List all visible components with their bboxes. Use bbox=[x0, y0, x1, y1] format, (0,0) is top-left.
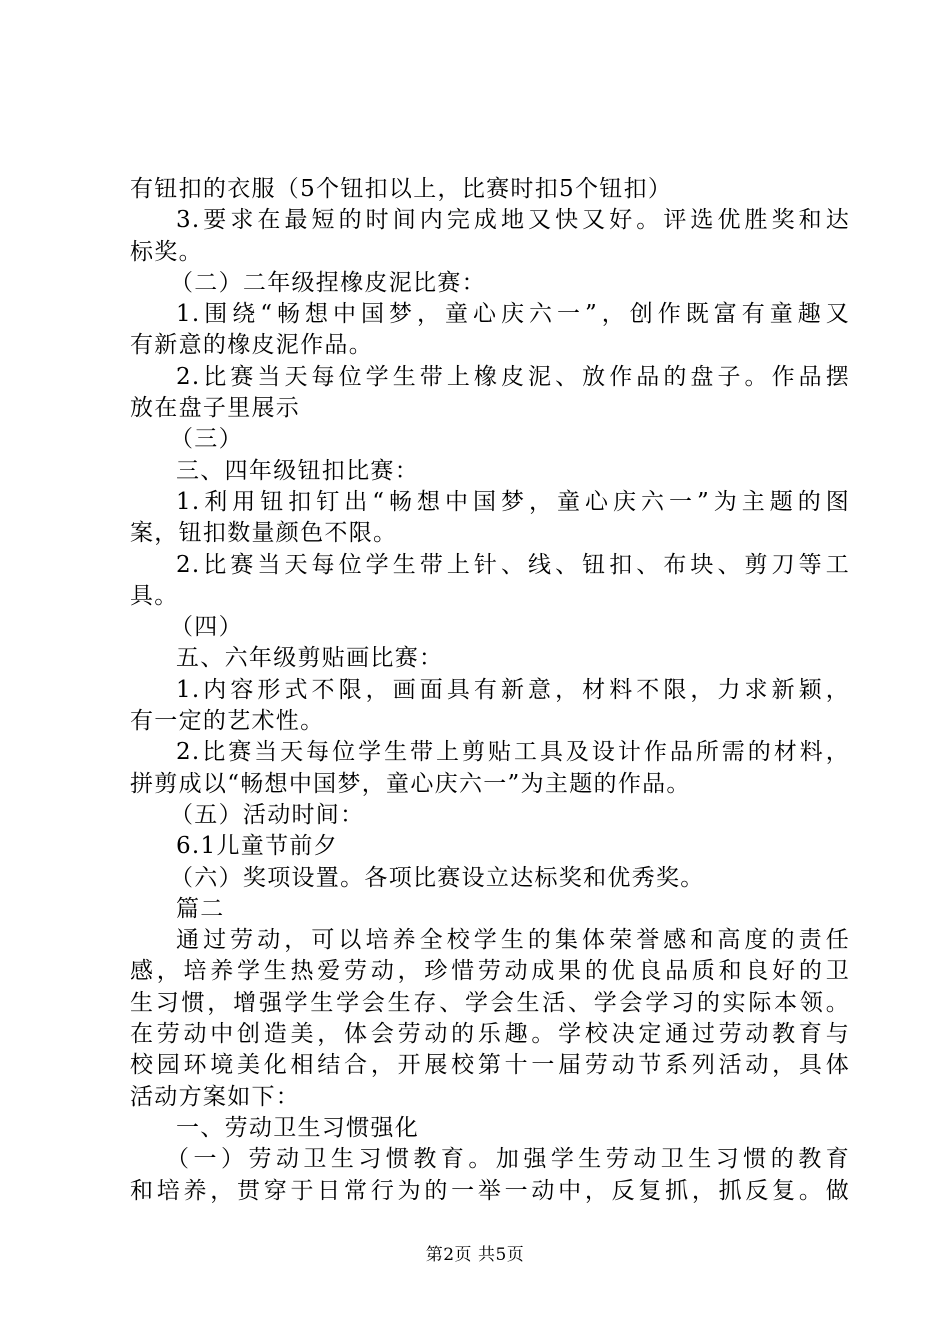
text-line: （一）劳动卫生习惯教育。加强学生劳动卫生习惯的教育 bbox=[166, 1146, 850, 1173]
text-line: 标奖。 bbox=[130, 238, 203, 265]
text-line: 有钮扣的衣服（5个钮扣以上，比赛时扣5个钮扣） bbox=[130, 176, 673, 202]
text-line: 感，培养学生热爱劳动，珍惜劳动成果的优良品质和良好的卫 bbox=[130, 958, 850, 985]
document-body bbox=[130, 174, 850, 1207]
text-line: 2.比赛当天每位学生带上剪贴工具及设计作品所需的材料， bbox=[176, 739, 850, 766]
text-line: 1.围绕“畅想中国梦，童心庆六一”，创作既富有童趣又 bbox=[176, 301, 850, 328]
text-line: 6.1儿童节前夕 bbox=[176, 833, 338, 860]
section-heading: 一、劳动卫生习惯强化 bbox=[176, 1114, 419, 1141]
text-line: 活动方案如下： bbox=[130, 1083, 301, 1110]
text-line: 2.比赛当天每位学生带上橡皮泥、放作品的盘子。作品摆 bbox=[176, 363, 850, 390]
page-number-footer: 第2页 共5页 bbox=[425, 1245, 525, 1265]
text-line: 生习惯，增强学生学会生存、学会生活、学会学习的实际本领。 bbox=[130, 989, 850, 1016]
text-line: 拼剪成以“畅想中国梦，童心庆六一”为主题的作品。 bbox=[130, 770, 691, 797]
section-heading: （三） bbox=[170, 426, 243, 453]
text-line: 校园环境美化相结合，开展校第十一届劳动节系列活动，具体 bbox=[130, 1052, 850, 1079]
text-line: 放在盘子里展示 bbox=[130, 395, 301, 422]
section-heading: （四） bbox=[170, 614, 243, 641]
section-heading: （五）活动时间： bbox=[170, 801, 365, 828]
section-heading: 三、四年级钮扣比赛： bbox=[176, 457, 419, 484]
text-line: 和培养，贯穿于日常行为的一举一动中，反复抓，抓反复。做 bbox=[130, 1177, 850, 1204]
text-line: 1.利用钮扣钉出“畅想中国梦，童心庆六一”为主题的图 bbox=[176, 488, 850, 515]
text-line: 3.要求在最短的时间内完成地又快又好。评选优胜奖和达 bbox=[176, 207, 850, 234]
text-line: 在劳动中创造美，体会劳动的乐趣。学校决定通过劳动教育与 bbox=[130, 1021, 850, 1048]
text-line: 具。 bbox=[130, 582, 179, 609]
text-line: 有一定的艺术性。 bbox=[130, 708, 325, 735]
chapter-heading: 篇二 bbox=[176, 895, 225, 922]
text-line: 2.比赛当天每位学生带上针、线、钮扣、布块、剪刀等工 bbox=[176, 551, 850, 578]
text-line: 通过劳动，可以培养全校学生的集体荣誉感和高度的责任 bbox=[176, 927, 850, 954]
section-heading: （二）二年级捏橡皮泥比赛： bbox=[170, 269, 486, 296]
text-line: 1.内容形式不限，画面具有新意，材料不限，力求新颖， bbox=[176, 676, 850, 703]
section-heading: 五、六年级剪贴画比赛： bbox=[176, 645, 444, 672]
text-line: 有新意的橡皮泥作品。 bbox=[130, 332, 373, 359]
text-line: 案，钮扣数量颜色不限。 bbox=[130, 520, 398, 547]
section-heading: （六）奖项设置。各项比赛设立达标奖和优秀奖。 bbox=[170, 864, 705, 891]
